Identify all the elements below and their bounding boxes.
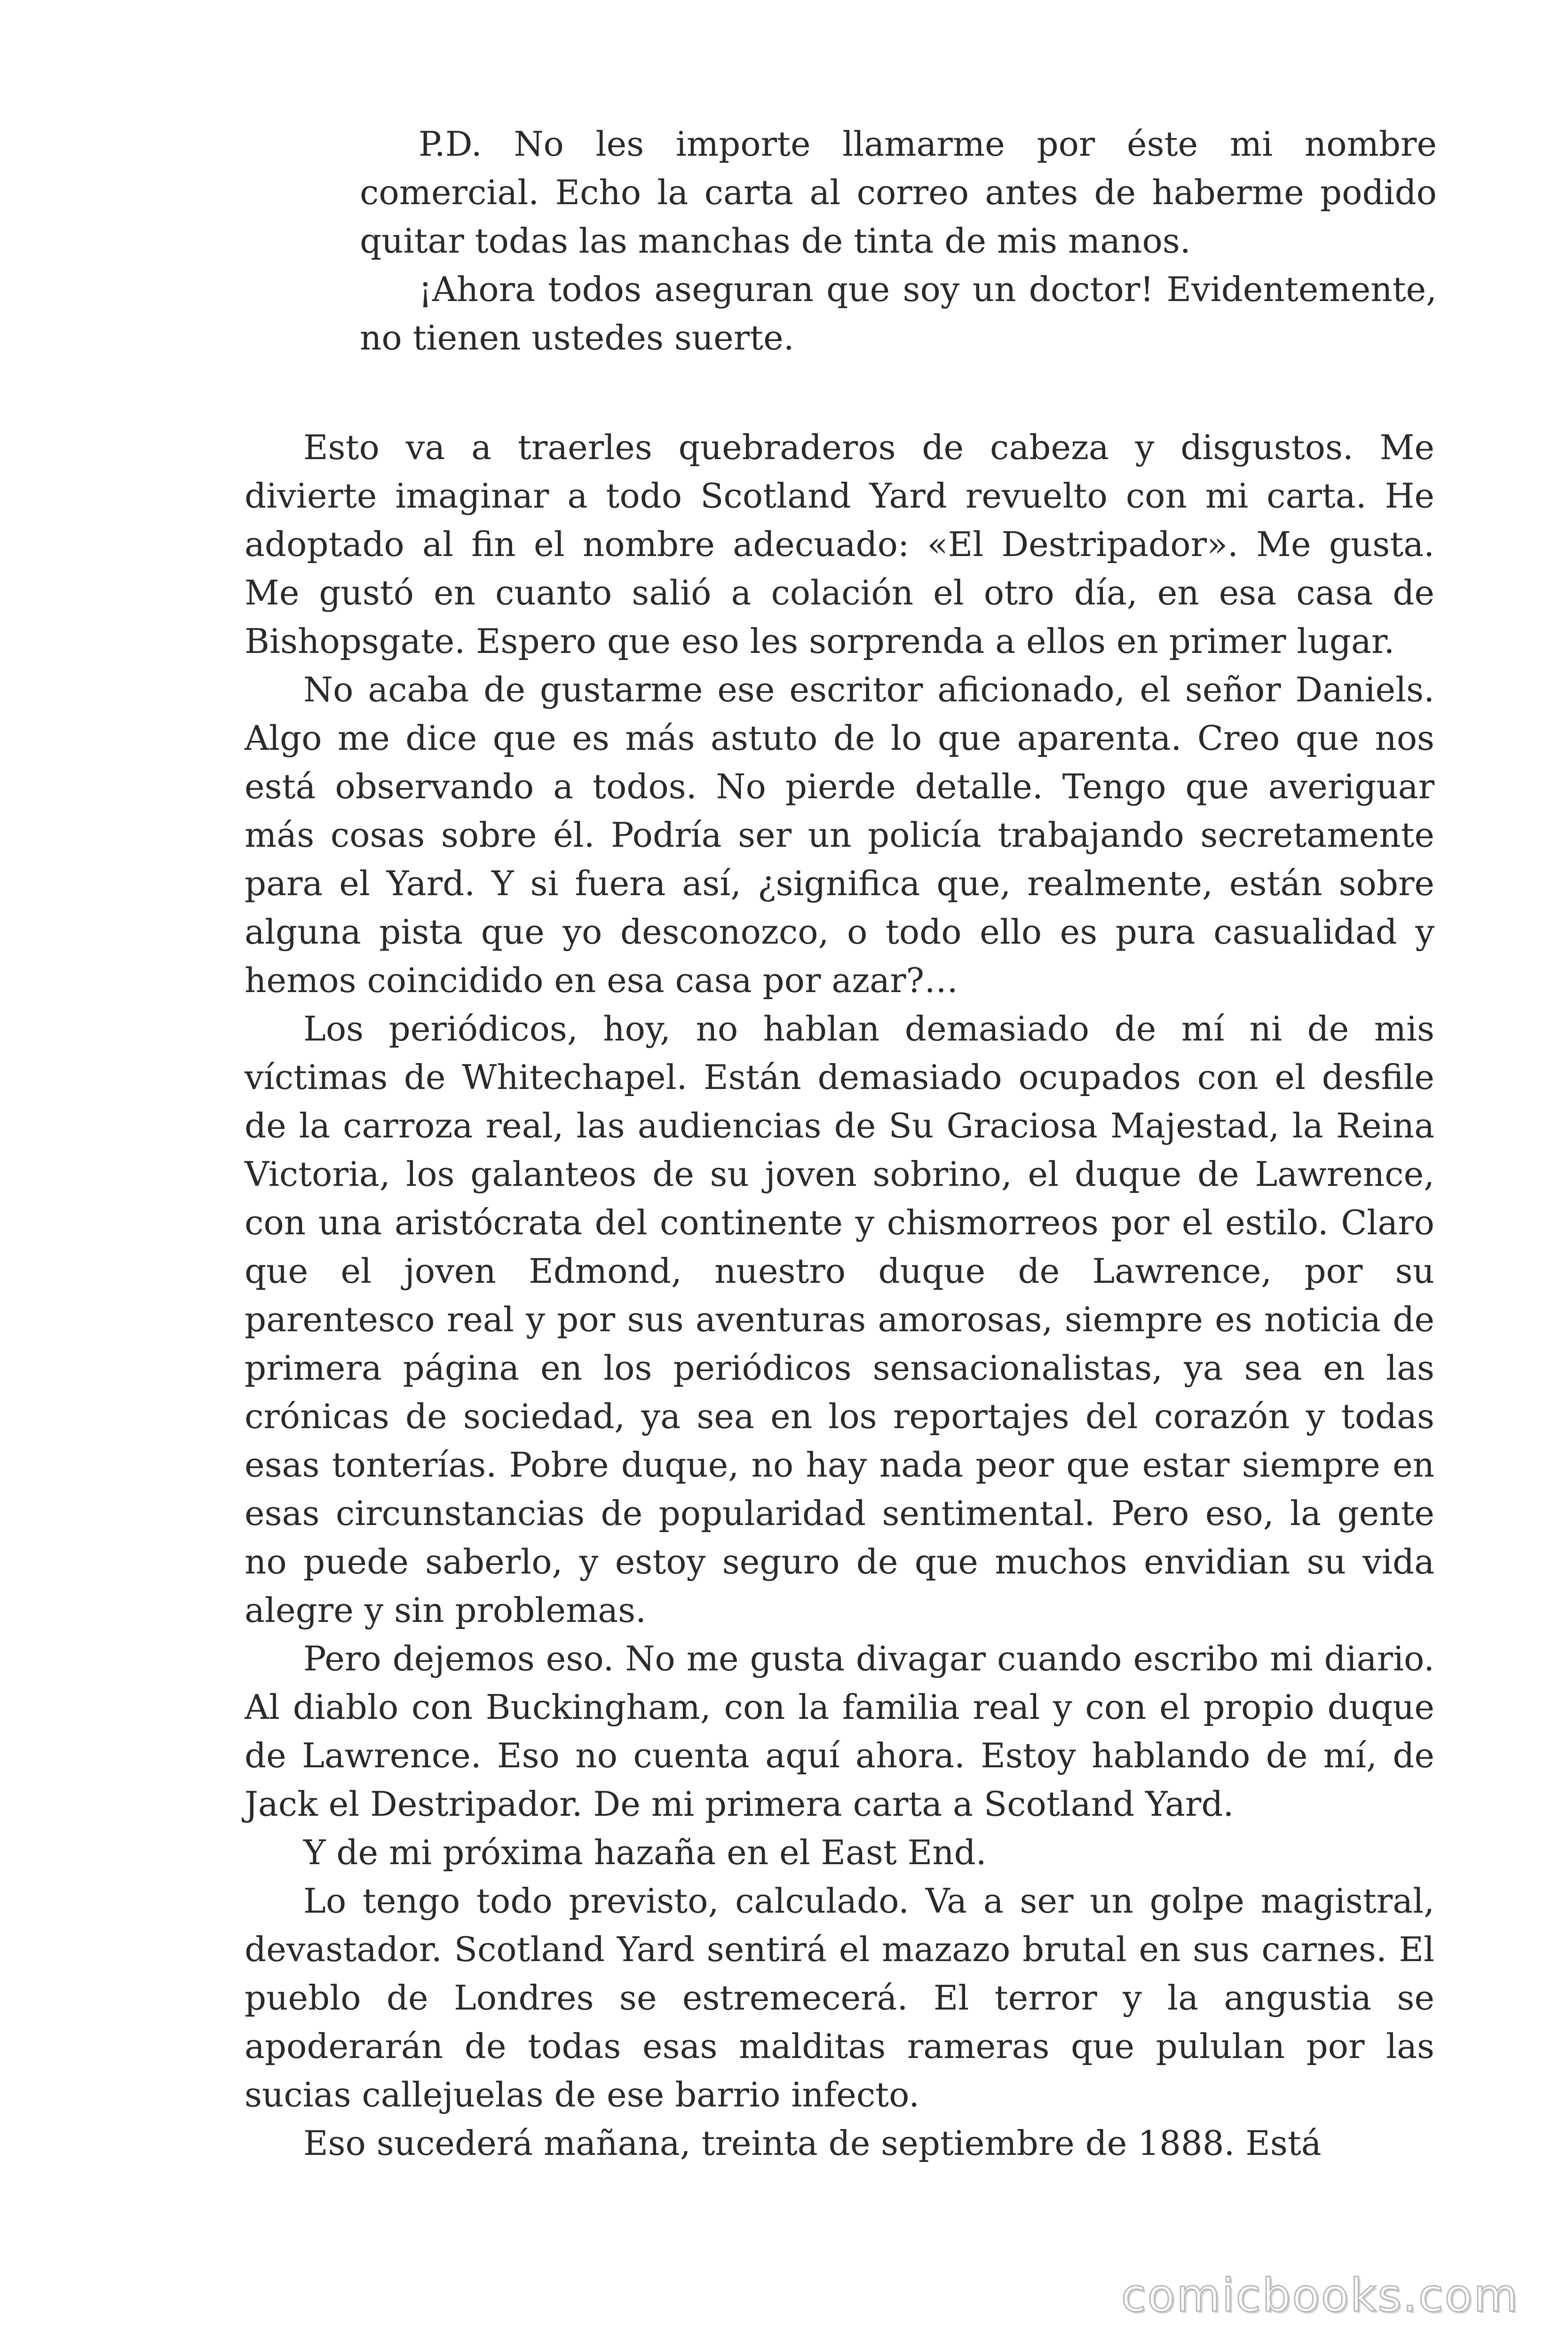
paragraph-3: Los periódicos, hoy, no hablan demasiado de mí ni de mis víctimas de Whitechapel. Están demasiado ocupados con el desfile de la carroza real, las audiencias de Su Graciosa Majestad, la Reina Victoria, los galanteos de su joven sobrino, el duque de Lawrence, con una aristócrata del continente y chismorreos por el estilo. Claro que el joven Edmond, nuestro duque de Lawrence, por su parentesco real y por sus aventuras amorosas, siempre es noticia de primera página en los periódicos sensacionalistas, ya sea en las crónicas de sociedad, ya sea en los reportajes del corazón y todas esas tonterías. Pobre duque, no hay nada peor que estar siempre en esas circunstancias de popularidad sentimental. Pero eso, la gente no puede saberlo, y estoy seguro de que muchos envidian su vida alegre y sin problemas. xyxy=(245,1009,1434,1630)
paragraph-2: No acaba de gustarme ese escritor aficionado, el señor Daniels. Algo me dice que es más astuto de lo que aparenta. Creo que nos está observando a todos. No pierde detalle. Tengo que averiguar más cosas sobre él. Podría ser un policía trabajando secretamente para el Yard. Y si fuera así, ¿significa que, realmente, están sobre alguna pista que yo desconozco, o todo ello es pura casualidad y hemos coincidido en esa casa por azar?… xyxy=(245,670,1434,1000)
postscript-paragraph-2: ¡Ahora todos aseguran que soy un doctor! Evidentemente, no tienen ustedes suerte. xyxy=(360,270,1437,358)
paragraph-4: Pero dejemos eso. No me gusta divagar cuando escribo mi diario. Al diablo con Buckingham, con la familia real y con el propio duque de Lawrence. Eso no cuenta aquí ahora. Estoy hablando de mí, de Jack el Destripador. De mi primera carta a Scotland Yard. xyxy=(245,1639,1434,1824)
body-text xyxy=(245,423,1434,2168)
paragraph-6: Lo tengo todo previsto, calculado. Va a ser un golpe magistral, devastador. Scotland Yard sentirá el mazazo brutal en sus carnes. El pueblo de Londres se estremecerá. El terror y la angustia se apoderarán de todas esas malditas rameras que pululan por las sucias callejuelas de ese barrio infecto. xyxy=(245,1881,1434,2114)
postscript-block xyxy=(360,120,1437,362)
paragraph-7: Eso sucederá mañana, treinta de septiembre de 1888. Está xyxy=(303,2123,1322,2163)
watermark: comicbooks.com xyxy=(1121,2269,1519,2322)
paragraph-5: Y de mi próxima hazaña en el East End. xyxy=(303,1833,987,1872)
paragraph-1: Esto va a traerles quebraderos de cabeza y disgustos. Me divierte imaginar a todo Scotland Yard revuelto con mi carta. He adoptado al fin el nombre adecuado: «El Destripador». Me gusta. Me gustó en cuanto salió a colación el otro día, en esa casa de Bishopsgate. Espero que eso les sorprenda a ellos en primer lugar. xyxy=(245,428,1434,661)
postscript-paragraph-1: P.D. No les importe llamarme por éste mi nombre comercial. Echo la carta al correo antes de haberme podido quitar todas las manchas de tinta de mis manos. xyxy=(360,124,1437,261)
